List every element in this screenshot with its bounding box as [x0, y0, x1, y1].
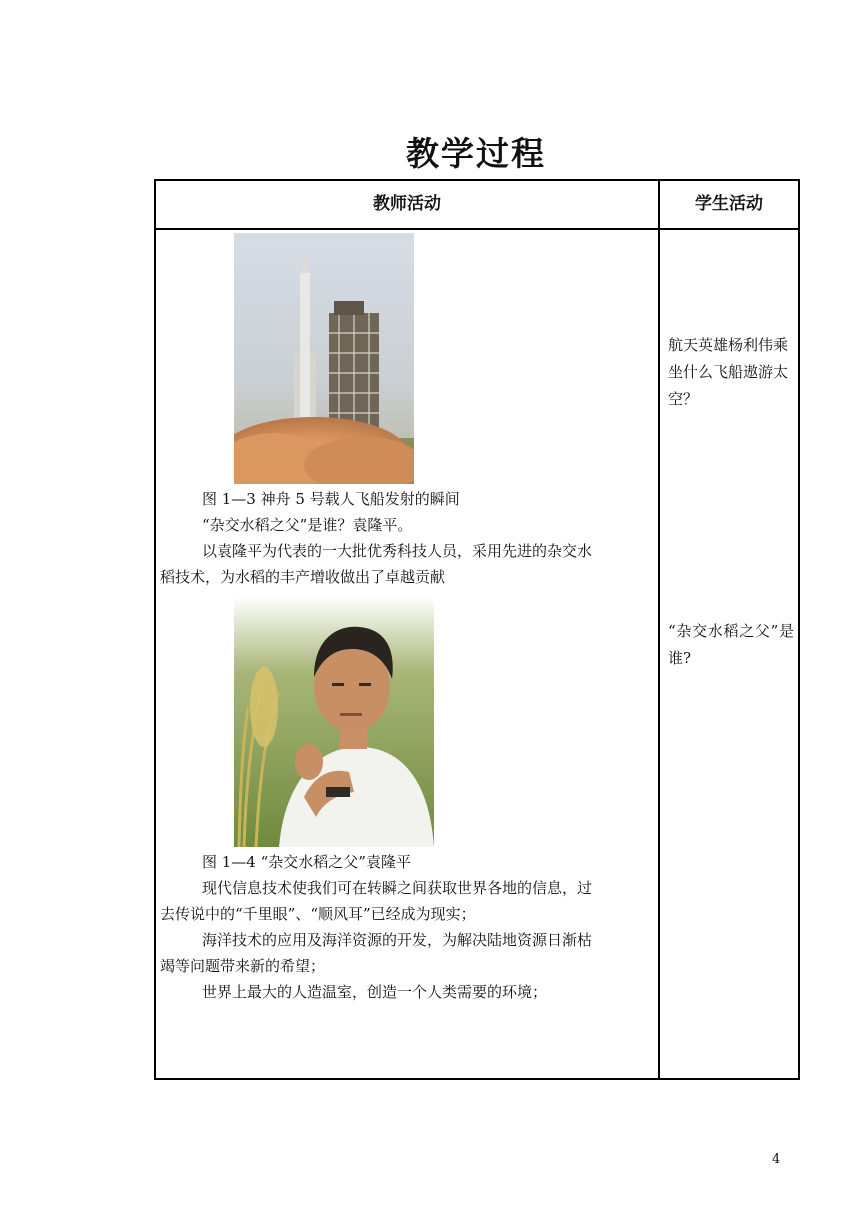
teacher-text-line: 去传说中的“千里眼”、“顺风耳”已经成为现实； — [160, 905, 476, 923]
header-divider — [156, 228, 798, 230]
teacher-text-line: 现代信息技术使我们可在转瞬之间获取世界各地的信息，过 — [202, 879, 593, 897]
page-number: 4 — [772, 1152, 781, 1167]
teacher-text-line: “杂交水稻之父”是谁？袁隆平。 — [202, 516, 413, 534]
student-question-spaceship: 航天英雄杨利伟乘坐什么飞船遨游太空？ — [668, 336, 789, 408]
teacher-text-line: 以袁隆平为代表的一大批优秀科技人员，采用先进的杂交水 — [202, 542, 593, 560]
rice-scientist-photo — [234, 597, 434, 847]
teacher-column-header: 教师活动 — [373, 194, 441, 214]
teacher-text-line: 竭等问题带来新的希望； — [160, 957, 326, 975]
column-divider — [658, 181, 660, 1078]
figure-caption-rocket: 图 1—3 神舟 5 号载人飞船发射的瞬间 — [202, 490, 460, 508]
lesson-table — [154, 179, 800, 1080]
rocket-launch-photo — [234, 233, 414, 484]
teacher-text-line: 世界上最大的人造温室，创造一个人类需要的环境； — [202, 983, 548, 1001]
figure-caption-scientist: 图 1—4 “杂交水稻之父”袁隆平 — [202, 853, 411, 871]
page-title: 教学过程 — [406, 134, 546, 173]
student-column-header: 学生活动 — [695, 194, 763, 214]
student-question-rice-father: “杂交水稻之父”是谁? — [668, 622, 794, 667]
teacher-text-line: 海洋技术的应用及海洋资源的开发，为解决陆地资源日渐枯 — [202, 931, 593, 949]
teacher-text-line: 稻技术，为水稻的丰产增收做出了卓越贡献 — [160, 568, 446, 586]
